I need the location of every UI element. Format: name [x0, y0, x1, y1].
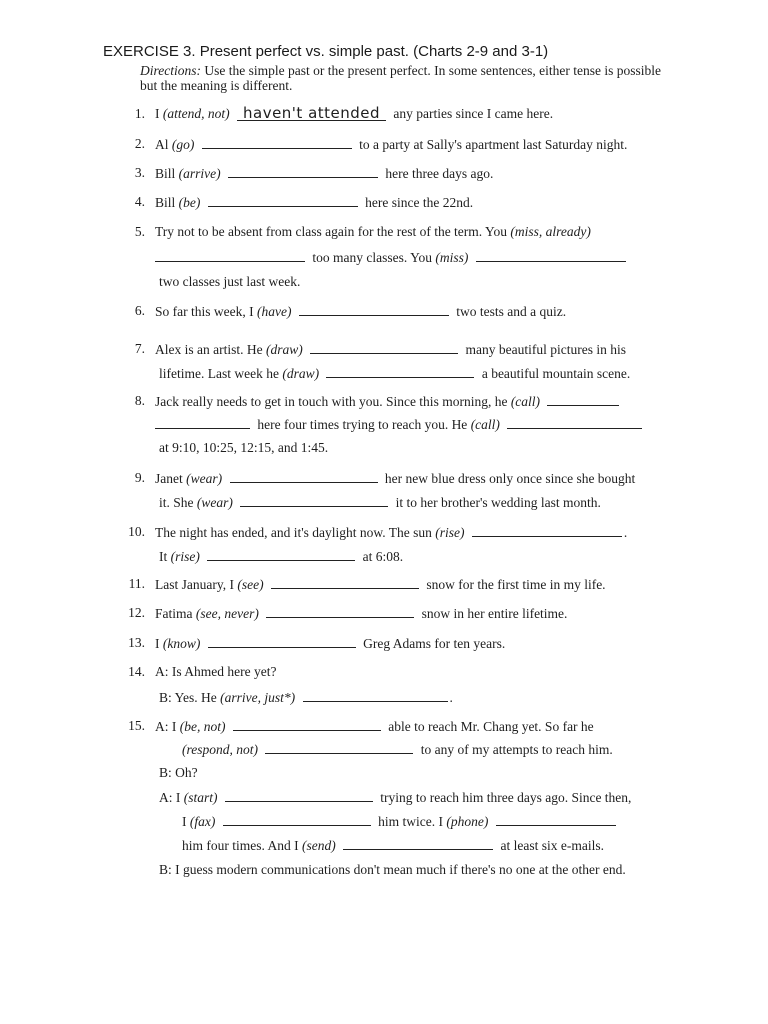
verb-hint: (be) [178, 195, 201, 210]
answer-field[interactable] [228, 165, 378, 178]
verb-hint: (be, not) [179, 719, 226, 734]
answer-field[interactable] [326, 365, 474, 378]
verb-hint: (call) [470, 417, 500, 432]
item-13: 13. I (know) Greg Adams for ten years. [115, 635, 505, 652]
answer-field[interactable] [208, 635, 356, 648]
answer-field[interactable] [202, 136, 352, 149]
item-9-line-2: it. She (wear) it to her brother's wedding last month. [159, 495, 601, 510]
item-12: 12. Fatima (see, never) snow in her entire lifetime. [115, 605, 567, 622]
verb-hint: (draw) [265, 342, 303, 357]
item-number: 9. [134, 470, 145, 485]
item-number: 3. [134, 165, 145, 180]
item-5-line-2: too many classes. You (miss) [155, 249, 630, 266]
verb-hint: (draw) [282, 366, 320, 381]
item-14-line-1: 14. A: Is Ahmed here yet? [115, 664, 276, 680]
item-10-line-1: 10. The night has ended, and it's daylight now. The sun (rise) . [115, 524, 627, 541]
verb-hint: (arrive, just*) [220, 690, 296, 705]
answer-field[interactable] [207, 548, 355, 561]
answer-field[interactable] [271, 576, 419, 589]
verb-hint: (wear) [196, 495, 233, 510]
answer-field[interactable] [303, 689, 448, 702]
answer-field[interactable] [299, 303, 449, 316]
item-number: 8. [134, 393, 145, 408]
item-number: 6. [134, 303, 145, 318]
item-9-line-1: 9. Janet (wear) her new blue dress only once since she bought [115, 470, 635, 487]
item-11: 11. Last January, I (see) snow for the first time in my life. [115, 576, 606, 593]
answer-field[interactable] [240, 494, 388, 507]
item-5-line-1: 5. Try not to be absent from class again for the rest of the term. You (miss, already) [115, 224, 591, 240]
verb-hint: (have) [256, 304, 292, 319]
exercise-title: EXERCISE 3. Present perfect vs. simple past. (Charts 2-9 and 3-1) [103, 43, 549, 60]
item-14-line-2: B: Yes. He (arrive, just*) . [159, 690, 453, 705]
item-15-line-1: 15. A: I (be, not) able to reach Mr. Chang yet. So far he [115, 718, 594, 735]
verb-hint: (attend, not) [162, 106, 230, 121]
answer-field[interactable] [343, 837, 493, 850]
item-15-line-5: I (fax) him twice. I (phone) [182, 813, 620, 830]
verb-hint: (call) [510, 394, 541, 409]
item-number: 1. [134, 106, 145, 121]
item-number: 13. [128, 635, 145, 650]
item-8-line-1: 8. Jack really needs to get in touch with you. Since this morning, he (call) [115, 393, 623, 410]
answer-field[interactable] [223, 813, 371, 826]
item-15-line-3: B: Oh? [159, 765, 198, 780]
item-number: 15. [128, 718, 145, 733]
answer-field[interactable] [265, 741, 413, 754]
verb-hint: (rise) [170, 549, 200, 564]
item-15-line-7: B: I guess modern communications don't mean much if there's no one at the other end. [159, 862, 626, 877]
answer-field[interactable] [225, 789, 373, 802]
verb-hint: (start) [183, 790, 218, 805]
directions-text: Use the simple past or the present perfect. In some sentences, either tense is possible but the meaning is different. [140, 63, 661, 93]
item-6: 6. So far this week, I (have) two tests and a quiz. [115, 303, 566, 320]
answer-field[interactable] [547, 393, 619, 406]
item-number: 12. [128, 605, 145, 620]
item-3: 3. Bill (arrive) here three days ago. [115, 165, 493, 182]
item-15-line-2: (respond, not) to any of my attempts to reach him. [182, 742, 613, 757]
item-7-line-1: 7. Alex is an artist. He (draw) many beautiful pictures in his [115, 341, 626, 358]
answer-field[interactable] [310, 341, 458, 354]
verb-hint: (phone) [446, 814, 489, 829]
verb-hint: (arrive) [178, 166, 221, 181]
verb-hint: (miss) [435, 250, 469, 265]
directions-lead: Directions: [140, 63, 201, 78]
answer-field[interactable] [507, 416, 642, 429]
item-number: 11. [128, 576, 145, 591]
item-15-line-4: A: I (start) trying to reach him three days ago. Since then, [159, 790, 632, 805]
item-number: 5. [134, 224, 145, 239]
item-2: 2. Al (go) to a party at Sally's apartment last Saturday night. [115, 136, 627, 153]
item-10-line-2: It (rise) at 6:08. [159, 549, 404, 564]
verb-hint: (see) [237, 577, 264, 592]
item-8-line-2: here four times trying to reach you. He (call) [155, 416, 646, 433]
verb-hint: (see, never) [195, 606, 259, 621]
verb-hint: (miss, already) [510, 224, 591, 239]
item-15-line-6: him four times. And I (send) at least six e-mails. [182, 838, 604, 853]
answer-field[interactable] [476, 249, 626, 262]
verb-hint: (fax) [189, 814, 216, 829]
item-number: 10. [128, 524, 145, 539]
item-8-line-3: at 9:10, 10:25, 12:15, and 1:45. [159, 440, 329, 455]
verb-hint: (respond, not) [182, 742, 258, 757]
answer-field[interactable]: haven't attended [237, 106, 386, 121]
answer-field[interactable] [230, 470, 378, 483]
item-5-line-3: two classes just last week. [159, 274, 301, 289]
answer-field[interactable] [208, 194, 358, 207]
answer-field[interactable] [233, 718, 381, 731]
answer-field[interactable] [155, 249, 305, 262]
verb-hint: (rise) [435, 525, 465, 540]
answer-field[interactable] [472, 524, 622, 537]
item-number: 7. [134, 341, 145, 356]
answer-field[interactable] [496, 813, 616, 826]
answer-field[interactable] [155, 416, 250, 429]
item-4: 4. Bill (be) here since the 22nd. [115, 194, 473, 211]
verb-hint: (go) [171, 137, 195, 152]
verb-hint: (wear) [186, 471, 223, 486]
item-number: 2. [134, 136, 145, 151]
answer-field[interactable] [266, 605, 414, 618]
directions [140, 63, 680, 93]
item-number: 4. [134, 194, 145, 209]
item-1: 1. I (attend, not) haven't attended any parties since I came here. [115, 106, 553, 122]
verb-hint: (know) [162, 636, 201, 651]
item-number: 14. [128, 664, 145, 679]
verb-hint: (send) [302, 838, 336, 853]
item-7-line-2: lifetime. Last week he (draw) a beautiful mountain scene. [159, 366, 631, 381]
